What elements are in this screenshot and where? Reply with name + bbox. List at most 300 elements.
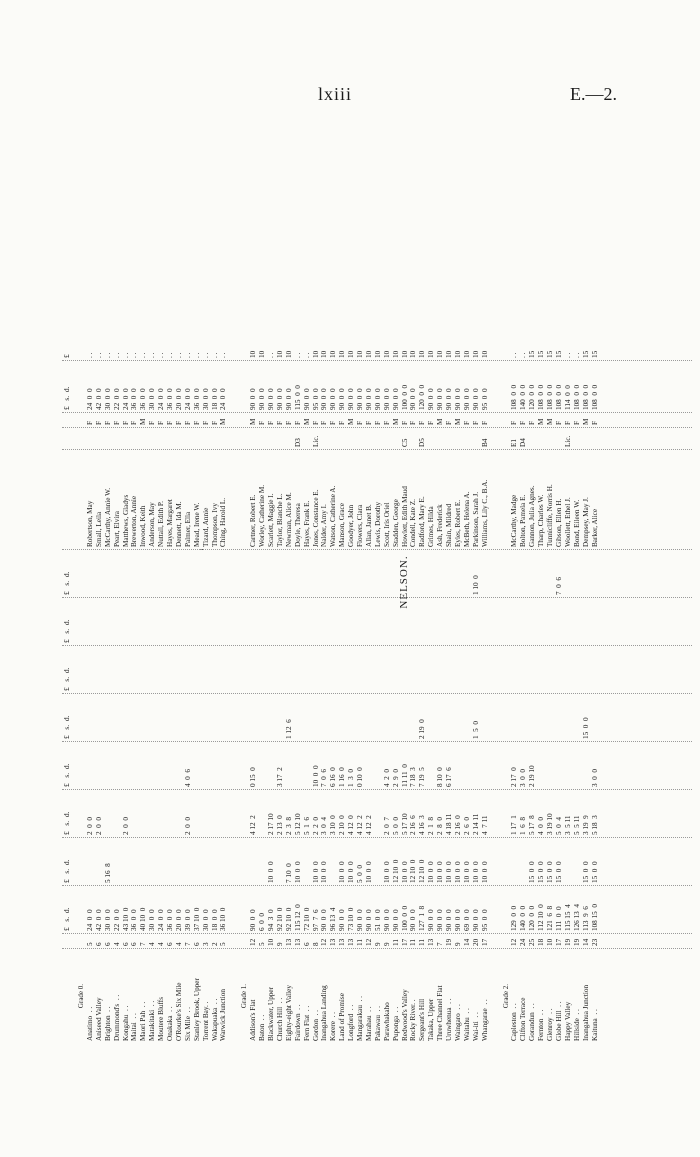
cell-talw: . .: [267, 352, 275, 358]
cell-c2: [139, 694, 148, 741]
cell-sal: 113 9 6: [581, 906, 590, 931]
cell-tsal: 90 0 0: [373, 388, 382, 410]
cell-name: Bolton, Pamela E.: [519, 494, 528, 547]
cell-talw: 15: [581, 350, 590, 358]
cell-sex: F: [356, 421, 364, 425]
cell-lod: [122, 838, 131, 885]
cell-sex: F: [554, 421, 563, 425]
cell-lod: 10 0 0: [400, 861, 409, 883]
cell-lod: [258, 838, 267, 885]
cell-tsal: 42 0 0: [94, 388, 103, 410]
cell-c5: [329, 550, 338, 597]
cell-lod: 10 0 0: [364, 861, 373, 883]
cell-c1: 8 10 0: [436, 767, 445, 787]
cell-c5: [481, 550, 490, 597]
cell-lod: 7 10 0: [284, 863, 293, 883]
cell-c4: [401, 598, 410, 645]
cell-pos: 19: [572, 938, 581, 946]
cell-tsal: 22 0 0: [112, 388, 121, 410]
cell-sex: F: [94, 421, 103, 425]
cell-sal: 127 1 8: [418, 905, 427, 931]
cell-sal: 43 10 0: [121, 907, 130, 931]
cell-talw: . .: [139, 352, 148, 358]
cell-c4: [472, 598, 481, 645]
cell-c5: [276, 550, 285, 597]
cell-c4: [582, 598, 591, 645]
cell-cls: [285, 428, 294, 449]
cell-c4: [285, 598, 294, 645]
cell-sal: 30 0 0: [103, 909, 112, 931]
column-name: [62, 449, 692, 549]
cell-lod: 10 0 0: [471, 861, 480, 883]
cell-cls: [202, 428, 211, 449]
cell-boa: [193, 790, 202, 837]
cell-tsal: 140 0 0: [519, 384, 528, 410]
cell-school: Fairdown . .: [293, 1004, 302, 1041]
cell-talw: 15: [537, 350, 546, 358]
cell-boa: 5 18 3: [590, 815, 599, 835]
cell-lod: 10 0 0: [480, 861, 489, 883]
cell-c2: [401, 694, 410, 741]
cell-c4: [139, 598, 148, 645]
cell-tsal: 90 0 0: [391, 388, 400, 410]
document-code: E.—2.: [570, 84, 617, 104]
cell-lod: 15 0 0: [528, 861, 537, 883]
cell-c1: [139, 742, 148, 789]
cell-tsal: 90 0 0: [427, 388, 436, 410]
cell-tsal: 90 0 0: [258, 388, 267, 410]
cell-c4: [347, 598, 356, 645]
cell-lod: 15 0 0: [537, 861, 546, 883]
cell-sex: M: [537, 418, 546, 425]
column-c1: [62, 741, 692, 789]
cell-pos: 13: [427, 938, 436, 946]
cell-cls: [573, 428, 582, 449]
cell-c4: [211, 598, 220, 645]
cell-sal: 39 0 0: [183, 909, 192, 931]
cell-school: Fernton . .: [537, 1009, 546, 1041]
cell-c3: [193, 646, 202, 693]
cell-sal: 72 10 0: [302, 907, 311, 931]
cell-sal: 90 0 0: [382, 909, 391, 931]
cell-school: Clifton Terrace: [519, 997, 528, 1041]
cell-sal: 92 10 0: [275, 907, 284, 931]
cell-c3: [139, 646, 148, 693]
cell-c5: [528, 550, 537, 597]
cell-name: Worley, Catherine M.: [258, 484, 267, 547]
cell-tsal: 95 0 0: [480, 388, 489, 410]
cell-lod: 12 10 0: [418, 859, 427, 883]
cell-tsal: 114 0 0: [563, 385, 572, 410]
cell-school: Torrent Bay. .: [201, 1001, 210, 1041]
cell-sex: F: [258, 421, 267, 425]
cell-tsal: 90 0 0: [320, 388, 329, 410]
cell-pos: 10: [267, 938, 275, 946]
cell-school: Addison's Flat: [249, 999, 258, 1041]
cell-sal: 92 10 0: [284, 907, 293, 931]
cell-tsal: 90 0 0: [436, 388, 445, 410]
cell-tsal: 90 0 0: [249, 388, 258, 410]
cell-pos: 6: [302, 942, 311, 946]
cell-pos: 24: [519, 938, 528, 946]
cell-cls: [347, 428, 356, 449]
cell-c2: [564, 694, 573, 741]
cell-boa: 5 17 8: [528, 815, 537, 835]
cell-school: Korere . .: [329, 1012, 338, 1041]
cell-school: Pakawau . .: [373, 1006, 382, 1041]
cell-pos: 12: [364, 938, 373, 946]
cell-talw: . .: [192, 352, 201, 358]
cell-school: Three Channel Flat: [436, 985, 445, 1041]
cell-talw: . .: [121, 352, 130, 358]
cell-lod: 10 0 0: [311, 861, 320, 883]
cell-sex: F: [320, 421, 329, 425]
cell-talw: . .: [112, 352, 121, 358]
cell-name: Inwood, Keith: [139, 505, 148, 547]
cell-pos: 17: [554, 938, 563, 946]
cell-c3: [347, 646, 356, 693]
cell-cls: [157, 428, 166, 449]
cell-c1: [537, 742, 546, 789]
cell-c3: [564, 646, 573, 693]
cell-name: Grimes, Hilda: [427, 506, 436, 547]
cell-c2: [347, 694, 356, 741]
cell-pos: 14: [581, 938, 590, 946]
cell-c3: [573, 646, 582, 693]
cell-boa: 5 1 6: [302, 817, 311, 835]
cell-c1: [472, 742, 481, 789]
cell-c2: [276, 694, 285, 741]
column-c3: [62, 645, 692, 693]
cell-lod: 10 0 0: [382, 861, 391, 883]
cell-name: Anderson, May: [148, 502, 157, 547]
cell-pos: 4: [157, 942, 166, 946]
cell-c3: [219, 646, 228, 693]
cell-sex: M: [436, 418, 445, 425]
cell-c3: [546, 646, 555, 693]
cell-boa: 4 18 11: [445, 813, 453, 835]
cell-name: Newman, Alice M.: [284, 492, 293, 547]
cell-pos: 14: [462, 938, 471, 946]
cell-school: Anatimo . .: [85, 1006, 94, 1041]
cell-name: Gibson, Ellen H.: [554, 498, 563, 547]
column-head: £ s. d.: [62, 667, 71, 691]
cell-sex: F: [284, 421, 293, 425]
cell-c2: [303, 694, 312, 741]
cell-cls: D5: [418, 438, 427, 447]
cell-lod: [219, 838, 228, 885]
cell-sal: 30 0 0: [148, 909, 157, 931]
cell-c2: 1 5 0: [471, 721, 480, 739]
cell-sal: 94 3 0: [267, 909, 275, 931]
cell-talw: 10: [338, 350, 347, 358]
column-c5: [62, 549, 692, 597]
cell-c5: [591, 550, 600, 597]
cell-c4: [104, 598, 113, 645]
cell-name: Tharp, Charles W.: [537, 494, 546, 547]
cell-pos: 6: [192, 942, 201, 946]
cell-c1: [573, 742, 582, 789]
cell-c5: [510, 550, 519, 597]
cell-c3: [211, 646, 220, 693]
cell-c1: [546, 742, 555, 789]
cell-name: Scarlett, Maggie I.: [267, 493, 275, 547]
cell-school: Eighty-eight Valley: [284, 985, 293, 1041]
cell-c5: 7 0 6: [554, 577, 563, 595]
cell-c1: [148, 742, 157, 789]
cell-boa: 2 2 0: [311, 817, 320, 835]
cell-talw: 10: [356, 350, 364, 358]
cell-c5: [409, 550, 418, 597]
cell-pos: 3: [201, 942, 210, 946]
cell-c1: [193, 742, 202, 789]
cell-boa: 2 8 0: [436, 817, 445, 835]
cell-tsal: 120 0 0: [418, 384, 427, 410]
cell-c3: [365, 646, 374, 693]
cell-school: Land of Promise: [338, 993, 347, 1041]
cell-pos: 9: [382, 942, 391, 946]
cell-cls: D3: [293, 438, 302, 447]
cell-c4: [463, 598, 472, 645]
cell-cls: [276, 428, 285, 449]
cell-pos: 13: [338, 938, 347, 946]
cell-boa: 2 10 0: [338, 815, 347, 835]
cell-sex: F: [157, 421, 166, 425]
cell-boa: [130, 790, 139, 837]
cell-c1: [427, 742, 436, 789]
cell-boa: [202, 790, 211, 837]
cell-lod: [157, 838, 166, 885]
cell-c1: [365, 742, 374, 789]
cell-name: Eyles, Robert E.: [453, 499, 462, 547]
cell-cls: [409, 428, 418, 449]
cell-cls: [356, 428, 365, 449]
cell-c2: [219, 694, 228, 741]
cell-c3: [130, 646, 139, 693]
cell-pos: 18: [537, 938, 546, 946]
cell-c3: [157, 646, 166, 693]
cell-boa: 5 5 11: [572, 815, 581, 835]
cell-school: Capleston . .: [510, 1003, 519, 1041]
cell-c1: 10 0 0: [311, 765, 320, 787]
cell-talw: . .: [519, 352, 528, 358]
cell-sal: 22 0 0: [112, 909, 121, 931]
cell-talw: 10: [373, 350, 382, 358]
cell-name: Howlett, Edith Maud: [400, 486, 409, 547]
cell-c2: 1 12 6: [284, 719, 293, 739]
cell-talw: 15: [546, 350, 554, 358]
cell-lod: [139, 838, 148, 885]
cell-tsal: 108 0 0: [510, 384, 519, 410]
column-head: £ s. d.: [62, 763, 71, 787]
cell-c4: [528, 598, 537, 645]
cell-c2: 2 19 0: [418, 719, 427, 739]
cell-talw: 15: [590, 350, 599, 358]
cell-c5: [463, 550, 472, 597]
cell-cls: [537, 428, 546, 449]
cell-sal: 36 0 0: [130, 909, 139, 931]
cell-c3: [148, 646, 157, 693]
cell-c2: [365, 694, 374, 741]
cell-tsal: 36 0 0: [192, 388, 201, 410]
cell-name: Manson, Grace: [338, 503, 347, 547]
cell-talw: . .: [183, 352, 192, 358]
cell-boa: 3 0 4: [320, 817, 329, 835]
cell-name: Parkinson, Sarah J.: [471, 491, 480, 547]
cell-c4: [555, 598, 564, 645]
cell-sex: F: [329, 421, 338, 425]
cell-c5: [249, 550, 258, 597]
cell-lod: 10 0 0: [320, 861, 329, 883]
cell-name: Nuttall, Edith P.: [157, 501, 166, 547]
column-cls: [62, 427, 692, 449]
cell-c4: [175, 598, 184, 645]
cell-pos: 19: [445, 938, 453, 946]
cell-sal: 126 13 4: [572, 904, 581, 931]
cell-cls: [211, 428, 220, 449]
cell-name: Doyle, Theresa: [293, 503, 302, 547]
cell-c5: [519, 550, 528, 597]
cell-c5: [148, 550, 157, 597]
cell-c5: [582, 550, 591, 597]
cell-name: Nalder, Amy I.: [320, 504, 329, 547]
cell-boa: 2 16 6: [409, 815, 418, 835]
cell-lod: [211, 838, 220, 885]
cell-name: Stadden, George: [391, 499, 400, 547]
cell-tsal: 36 0 0: [166, 388, 174, 410]
cell-school: Matakitaki . .: [148, 1000, 157, 1041]
cell-boa: 4 12 0: [347, 815, 356, 835]
cell-school: Uruwhenua . .: [445, 998, 453, 1041]
cell-tsal: 90 0 0: [275, 388, 284, 410]
cell-c4: [276, 598, 285, 645]
cell-sex: F: [103, 421, 112, 425]
cell-tsal: 24 0 0: [183, 388, 192, 410]
cell-lod: 10 0 0: [338, 861, 347, 883]
cell-c2: [519, 694, 528, 741]
cell-talw: 10: [275, 350, 284, 358]
cell-school: Kaituna . .: [590, 1009, 599, 1041]
cell-c5: [86, 550, 95, 597]
cell-pos: 23: [590, 938, 599, 946]
cell-sal: 112 10 0: [537, 904, 546, 931]
cell-lod: 10 0 0: [427, 861, 436, 883]
cell-tsal: 36 0 0: [130, 388, 139, 410]
cell-boa: 5 17 10: [400, 813, 409, 835]
cell-c1: [564, 742, 573, 789]
cell-cls: [338, 428, 347, 449]
cell-c5: [383, 550, 392, 597]
cell-c2: [267, 694, 276, 741]
cell-sex: F: [85, 421, 94, 425]
cell-c3: [481, 646, 490, 693]
column-head: £ s. d.: [62, 619, 71, 643]
cell-school: Parawhakaho: [382, 1002, 391, 1041]
cell-c5: [312, 550, 321, 597]
cell-c3: [555, 646, 564, 693]
cell-c2: [312, 694, 321, 741]
cell-sex: F: [445, 421, 453, 425]
cell-boa: [175, 790, 184, 837]
column-head: [62, 428, 71, 449]
cell-tsal: 90 0 0: [364, 388, 373, 410]
cell-c5: [211, 550, 220, 597]
cell-sal: 121 6 8: [546, 905, 554, 931]
cell-name: Palmer, Ella: [183, 511, 192, 547]
cell-c2: [113, 694, 122, 741]
cell-sex: F: [510, 421, 519, 425]
cell-cls: [591, 428, 600, 449]
column-c2: [62, 693, 692, 741]
cell-c1: 6 17 6: [445, 767, 453, 787]
cell-sex: F: [462, 421, 471, 425]
cell-school: Maori Pah . .: [139, 1001, 148, 1041]
cell-sex: F: [563, 421, 572, 425]
cell-c2: [528, 694, 537, 741]
cell-school: Rocky River. .: [409, 999, 418, 1041]
cell-cls: [193, 428, 202, 449]
cell-c1: 0 10 0: [356, 767, 364, 787]
cell-sal: 95 0 0: [480, 909, 489, 931]
cell-pos: 11: [418, 939, 427, 946]
cell-tsal: 95 0 0: [311, 388, 320, 410]
cell-boa: [219, 790, 228, 837]
cell-school: Longford . .: [347, 1004, 356, 1041]
cell-c1: [157, 742, 166, 789]
column-sex: [62, 412, 692, 427]
cell-boa: 4 0 0: [537, 817, 546, 835]
cell-school: Waingaro . .: [453, 1004, 462, 1041]
cell-talw: 10: [427, 350, 436, 358]
cell-c1: [86, 742, 95, 789]
cell-c4: [338, 598, 347, 645]
cell-c4: [383, 598, 392, 645]
cell-c2: [329, 694, 338, 741]
cell-c4: [510, 598, 519, 645]
cell-c2: [445, 694, 454, 741]
cell-cls: [219, 428, 228, 449]
cell-lod: 15 0 0: [590, 861, 599, 883]
cell-c2: [249, 694, 258, 741]
cell-c1: [463, 742, 472, 789]
cell-name: Ash, Frederick: [436, 504, 445, 547]
cell-c1: [374, 742, 383, 789]
cell-lod: [130, 838, 139, 885]
cell-sal: 36 10 0: [219, 907, 228, 931]
cell-cls: [445, 428, 454, 449]
cell-school: Waitahu . .: [462, 1008, 471, 1041]
cell-talw: 10: [391, 350, 400, 358]
cell-c3: [184, 646, 193, 693]
cell-school: Inangahua Landing: [320, 985, 329, 1041]
cell-c4: [445, 598, 454, 645]
cell-c3: [113, 646, 122, 693]
cell-cls: [258, 428, 267, 449]
cell-boa: [258, 790, 267, 837]
cell-c3: [258, 646, 267, 693]
cell-c5: [401, 550, 410, 597]
column-head: [62, 949, 71, 1043]
cell-lod: [573, 838, 582, 885]
cell-name: Barker, Alice: [590, 508, 599, 547]
cell-c5: [338, 550, 347, 597]
cell-c1: [202, 742, 211, 789]
cell-pos: 11: [356, 939, 364, 946]
cell-talw: . .: [563, 352, 572, 358]
cell-c5: [445, 550, 454, 597]
cell-sex: F: [201, 421, 210, 425]
cell-talw: 10: [347, 350, 356, 358]
